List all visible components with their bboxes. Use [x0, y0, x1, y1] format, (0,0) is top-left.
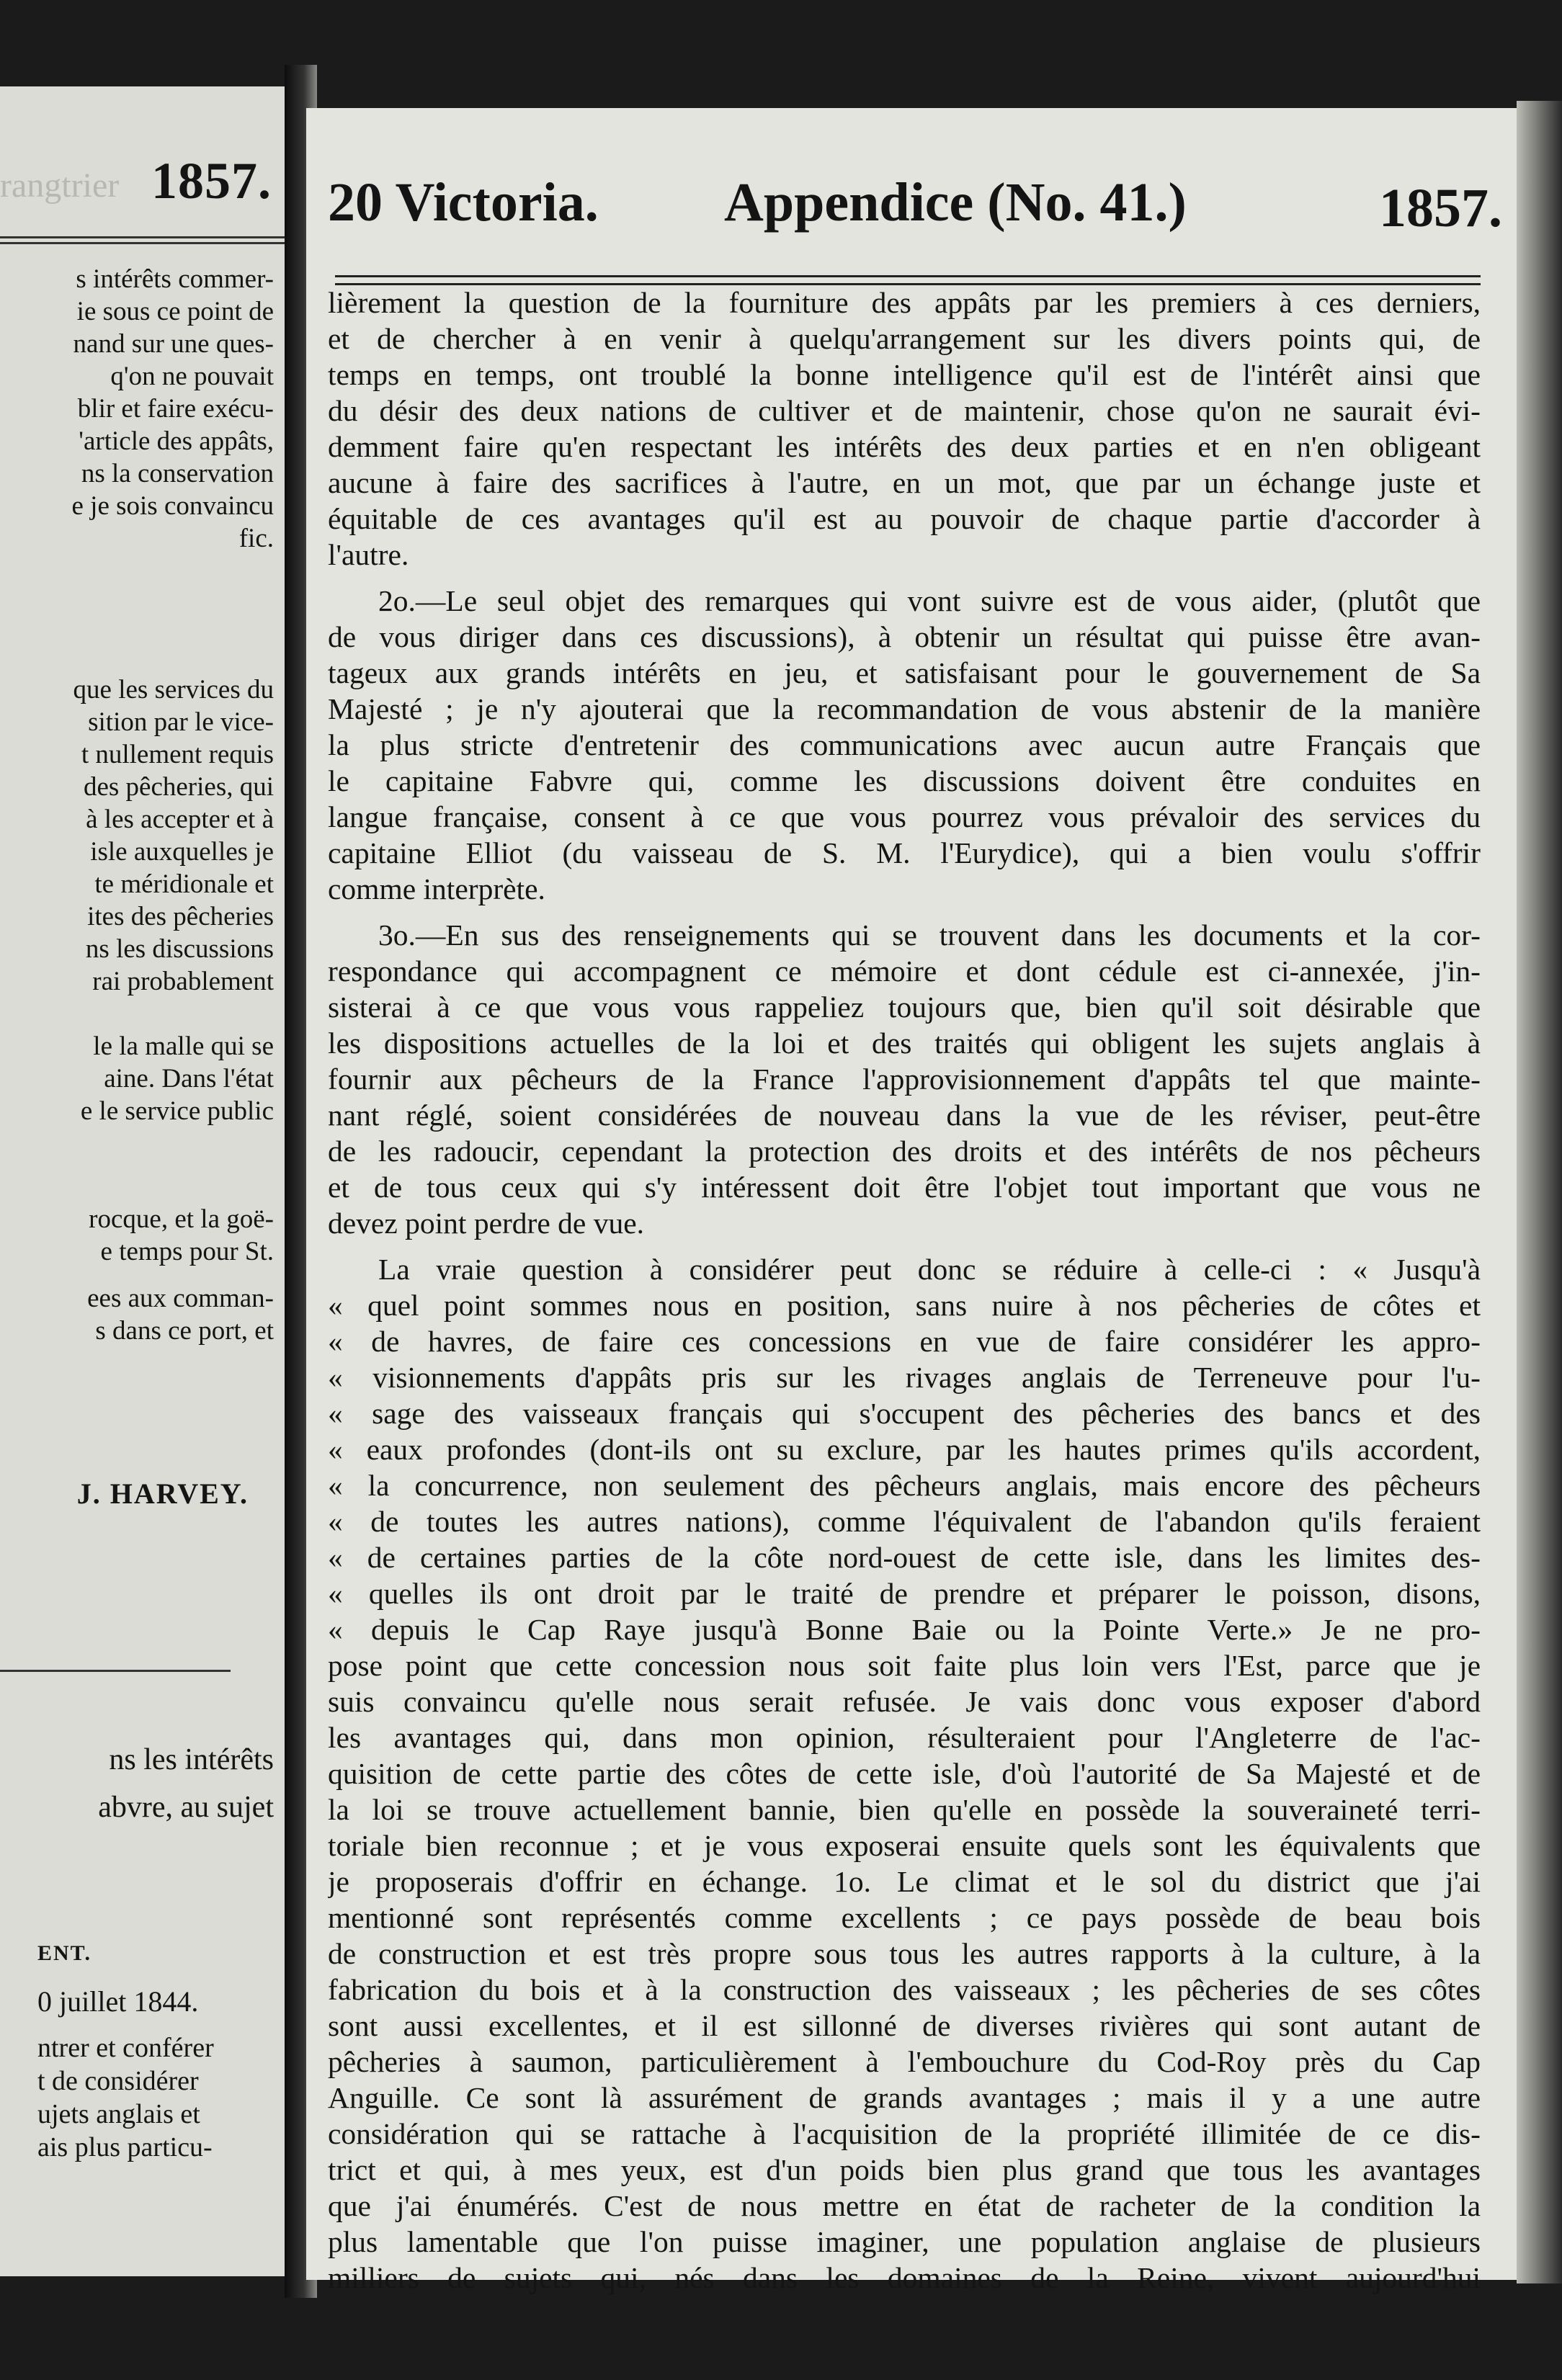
left-text-line: blir et faire exécu-: [77, 394, 274, 424]
body-line: tageux aux grands intérêts en jeu, et satisfaisant pour le gouvernement de Sa: [328, 656, 1481, 689]
left-facing-page: [0, 86, 285, 2276]
body-line: considération qui se rattache à l'acquisition de la propriété illimitée de ce dis-: [328, 2117, 1481, 2150]
left-text-line: sition par le vice-: [88, 707, 274, 737]
body-line: « de toutes les autres nations), comme l'équivalent de l'abandon qu'ils feraient: [328, 1505, 1481, 1538]
left-heading-fragment: ENT.: [37, 1941, 92, 1965]
left-text-block: [0, 1030, 274, 1127]
left-text-line: e temps pour St.: [100, 1237, 274, 1266]
body-line: trict et qui, à mes yeux, est d'un poids bien plus grand que tous les avantages: [328, 2153, 1481, 2186]
body-line: nant réglé, soient considérées de nouveau dans la vue de les réviser, peut-être: [328, 1099, 1481, 1132]
left-text-line: q'on ne pouvait: [110, 362, 274, 391]
left-text-line: des pêcheries, qui: [83, 772, 274, 802]
body-line: « quelles ils ont droit par le traité de prendre et préparer le poisson, disons,: [328, 1577, 1481, 1610]
body-line: « de havres, de faire ces concessions en vue de faire considérer les appro-: [328, 1325, 1481, 1358]
header-session: 20 Victoria.: [328, 172, 599, 233]
left-text-line: s intérêts commer-: [76, 264, 274, 294]
body-line: et de chercher à en venir à quelqu'arrangement sur les divers points qui, de: [328, 322, 1481, 355]
left-text-line: ujets anglais et: [37, 2099, 200, 2129]
left-text-line: fic.: [238, 524, 274, 553]
left-text-line: rai probablement: [92, 967, 274, 996]
left-text-line: t nullement requis: [81, 740, 274, 769]
paragraph-gap: [328, 573, 1481, 583]
body-line: du désir des deux nations de cultiver et de maintenir, chose qu'on ne saurait évi-: [328, 394, 1481, 427]
left-text-block: [0, 1282, 274, 1347]
left-text-block: [0, 1203, 274, 1268]
left-text-line: que les services du: [73, 675, 274, 704]
body-line: demment faire qu'en respectant les intérêts des deux parties et en n'en obligeant: [328, 430, 1481, 463]
body-line: pose point que cette concession nous soit faite plus loin vers l'Est, parce que je: [328, 1649, 1481, 1682]
body-line: temps en temps, ont troublé la bonne intelligence qu'il est de l'intérêt ainsi que: [328, 358, 1481, 391]
left-text-line: nand sur une ques-: [73, 329, 274, 359]
body-line: « eaux profondes (dont-ils ont su exclure, par les hautes primes qu'ils accordent,: [328, 1433, 1481, 1466]
body-line: Anguille. Ce sont là assurément de grands avantages ; mais il y a une autre: [328, 2081, 1481, 2114]
left-text-line: ees aux comman-: [87, 1284, 274, 1313]
body-line: « depuis le Cap Raye jusqu'à Bonne Baie ou la Pointe Verte.» Je ne pro-: [328, 1613, 1481, 1646]
paragraph-gap: [328, 1241, 1481, 1251]
page-edge-shadow: [1517, 101, 1562, 2283]
left-header-faded: rangtrier: [0, 166, 120, 205]
body-line: aucune à faire des sacrifices à l'autre, en un mot, que par un échange juste et: [328, 466, 1481, 499]
left-signature: J. HARVEY.: [76, 1477, 249, 1510]
left-date: 0 juillet 1844.: [37, 1985, 199, 2018]
left-text-line: le la malle qui se: [93, 1032, 274, 1061]
body-line: « quel point sommes nous en position, sans nuire à nos pêcheries de côtes et: [328, 1289, 1481, 1322]
left-section-rule: [0, 1670, 231, 1672]
left-text-block: [0, 263, 274, 555]
left-text-line: te méridionale et: [94, 869, 274, 899]
left-text-line: t de considérer: [37, 2066, 199, 2096]
body-line: le capitaine Fabvre qui, comme les discussions doivent être conduites en: [328, 764, 1481, 797]
left-text-block: [0, 674, 274, 998]
left-text-line: ntrer et conférer: [37, 2033, 214, 2063]
body-line: sont aussi excellentes, et il est sillonné de diverses rivières qui sont autant de: [328, 2009, 1481, 2042]
body-line: les avantages qui, dans mon opinion, résulteraient pour l'Angleterre de l'ac-: [328, 1721, 1481, 1754]
body-line: lièrement la question de la fourniture des appâts par les premiers à ces derniers,: [328, 286, 1481, 319]
left-text-line: rocque, et la goë-: [89, 1204, 274, 1234]
left-text-line: e je sois convaincu: [71, 491, 274, 521]
body-line: l'autre.: [328, 538, 409, 571]
body-line: « de certaines parties de la côte nord-ouest de cette isle, dans les limites des-: [328, 1541, 1481, 1574]
body-line: 3o.—En sus des renseignements qui se trouvent dans les documents et la cor-: [378, 918, 1481, 952]
left-text-line: e le service public: [80, 1096, 274, 1126]
paragraph-gap: [328, 907, 1481, 917]
left-text-line: s dans ce port, et: [95, 1316, 274, 1346]
left-header-year: 1857.: [151, 152, 272, 210]
body-line: milliers de sujets qui, nés dans les domaines de la Reine, vivent aujourd'hui: [328, 2261, 1481, 2294]
left-text-line: 'article des appâts,: [79, 426, 274, 456]
body-line: toriale bien reconnue ; et je vous exposerai ensuite quels sont les équivalents que: [328, 1829, 1481, 1862]
left-text-line: ites des pêcheries: [87, 902, 274, 931]
body-line: comme interprète.: [328, 872, 545, 905]
left-text-line: aine. Dans l'état: [104, 1064, 274, 1093]
header-rule: [335, 275, 1481, 277]
left-header-rule: [0, 242, 285, 244]
body-line: la plus stricte d'entretenir des communications avec aucun autre Français que: [328, 728, 1481, 761]
body-line: fabrication du bois et à la construction des vaisseaux ; les pêcheries de ses côtes: [328, 1973, 1481, 2006]
body-line: « la concurrence, non seulement des pêcheurs anglais, mais encore des pêcheurs: [328, 1469, 1481, 1502]
left-text-line: abvre, au sujet: [98, 1791, 274, 1824]
running-header: [328, 171, 1502, 251]
left-text-line: ns les discussions: [85, 934, 274, 964]
body-line: et de tous ceux qui s'y intéressent doit être l'objet tout important que vous ne: [328, 1171, 1481, 1204]
body-line: « sage des vaisseaux français qui s'occupent des pêcheries des bancs et des: [328, 1397, 1481, 1430]
body-line: langue française, consent à ce que vous pourrez vous prévaloir des services du: [328, 800, 1481, 833]
left-text-line: ns la conservation: [81, 459, 274, 488]
body-line: respondance qui accompagnent ce mémoire et dont cédule est ci-annexée, j'in-: [328, 954, 1481, 988]
left-text-line: isle auxquelles je: [90, 837, 274, 867]
body-line: la loi se trouve actuellement bannie, bien qu'elle en possède la souveraineté terri-: [328, 1793, 1481, 1826]
left-text-block: [37, 2031, 275, 2164]
body-line: je proposerais d'offrir en échange. 1o. Le climat et le sol du district que j'ai: [328, 1865, 1481, 1898]
body-line: que j'ai énumérés. C'est de nous mettre en état de racheter de la condition la: [328, 2189, 1481, 2222]
body-line: quisition de cette partie des côtes de cette isle, d'où l'autorité de Sa Majesté et de: [328, 1757, 1481, 1790]
body-line: sisterai à ce que vous vous rappeliez toujours que, bien qu'il soit désirable que: [328, 990, 1481, 1024]
left-text-line: à les accepter et à: [86, 805, 274, 834]
header-appendix: Appendice (No. 41.): [724, 172, 1187, 233]
body-line: devez point perdre de vue.: [328, 1207, 645, 1240]
body-line: « visionnements d'appâts pris sur les rivages anglais de Terreneuve pour l'u-: [328, 1361, 1481, 1394]
body-line: mentionné sont représentés comme excellents ; ce pays possède de beau bois: [328, 1901, 1481, 1934]
left-header-rule: [0, 236, 285, 238]
body-line: de vous diriger dans ces discussions), à obtenir un résultat qui puisse être avan-: [328, 620, 1481, 653]
body-line: équitable de ces avantages qu'il est au pouvoir de chaque partie d'accorder à: [328, 502, 1481, 535]
left-text-line: ns les intérêts: [109, 1743, 274, 1776]
body-line: fournir aux pêcheurs de la France l'approvisionnement d'appâts tel que mainte-: [328, 1062, 1481, 1096]
body-line: Majesté ; je n'y ajouterai que la recommandation de vous abstenir de la manière: [328, 692, 1481, 725]
body-line: de les radoucir, cependant la protection des droits et des intérêts de nos pêcheurs: [328, 1135, 1481, 1168]
left-text-line: ais plus particu-: [37, 2132, 213, 2162]
body-line: pêcheries à saumon, particulièrement à l'embouchure du Cod-Roy près du Cap: [328, 2045, 1481, 2078]
body-line: plus lamentable que l'on puisse imaginer, une population anglaise de plusieurs: [328, 2225, 1481, 2258]
body-text: [328, 285, 1481, 2296]
body-line: de construction et est très propre sous tous les autres rapports à la culture, à la: [328, 1937, 1481, 1970]
left-text-line: ie sous ce point de: [76, 297, 274, 326]
header-year: 1857.: [1379, 178, 1502, 238]
body-line: 2o.—Le seul objet des remarques qui vont suivre est de vous aider, (plutôt que: [378, 584, 1481, 617]
left-text-block: [0, 1736, 274, 1831]
body-line: suis convaincu qu'elle nous serait refusée. Je vais donc vous exposer d'abord: [328, 1685, 1481, 1718]
body-line: les dispositions actuelles de la loi et des traités qui obligent les sujets anglais à: [328, 1026, 1481, 1060]
body-line: La vraie question à considérer peut donc se réduire à celle-ci : « Jusqu'à: [378, 1253, 1481, 1286]
main-page: [306, 108, 1520, 2294]
body-line: capitaine Elliot (du vaisseau de S. M. l'Eurydice), qui a bien voulu s'offrir: [328, 836, 1481, 869]
